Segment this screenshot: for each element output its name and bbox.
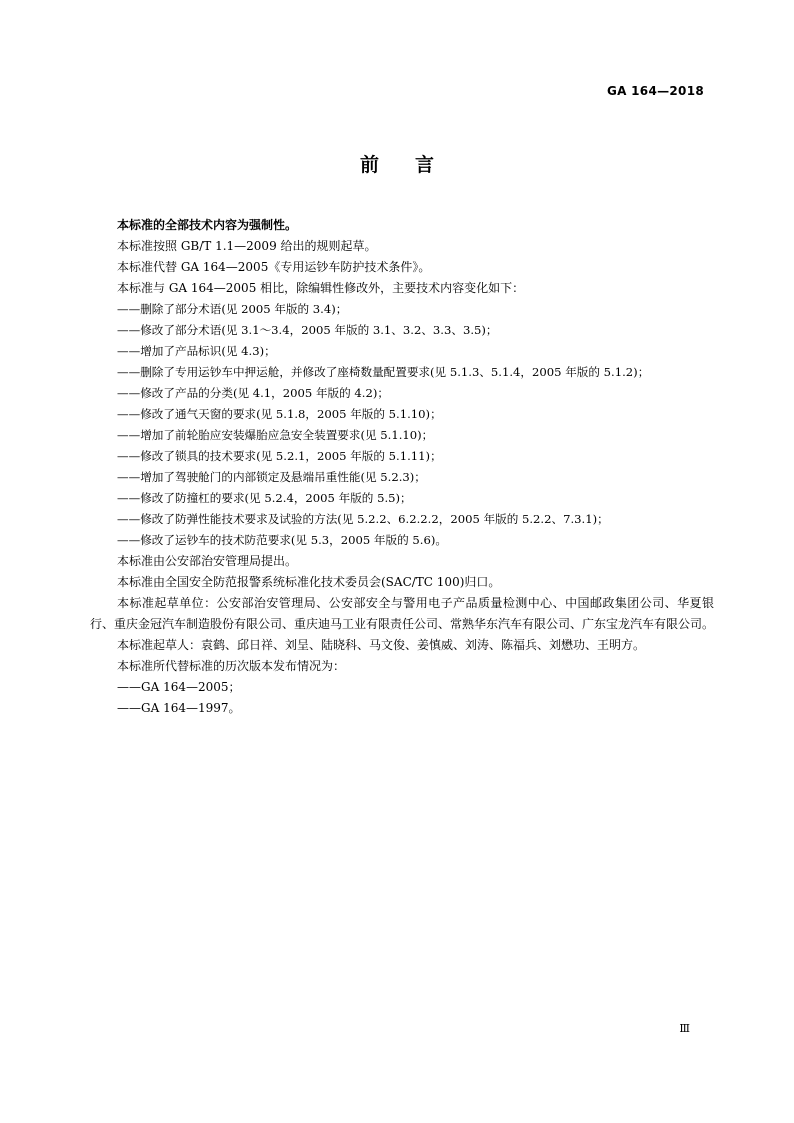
change-item: ——修改了部分术语(见 3.1～3.4，2005 年版的 3.1、3.2、3.3、3.5)；: [117, 323, 498, 337]
change-item: ——增加了产品标识(见 4.3)；: [117, 344, 276, 358]
paragraph-centralized-by: 本标准由全国安全防范报警系统标准化技术委员会(SAC/TC 100)归口。: [117, 575, 501, 589]
paragraph-drafting-rules: 本标准按照 GB/T 1.1—2009 给出的规则起草。: [117, 239, 377, 253]
page-title: 前言: [359, 154, 470, 176]
change-item: ——修改了通气天窗的要求(见 5.1.8，2005 年版的 5.1.10)；: [117, 407, 442, 421]
document-body: [90, 215, 714, 719]
page-number: Ⅲ: [679, 1022, 690, 1035]
paragraph-changes-intro: 本标准与 GA 164—2005 相比，除编辑性修改外，主要技术内容变化如下：: [117, 281, 525, 295]
paragraph-drafters: 本标准起草人：袁鹤、邱日祥、刘呈、陆晓科、马文俊、姜慎威、刘涛、陈福兵、刘懋功、王明方。: [117, 638, 646, 652]
change-item: ——修改了防弹性能技术要求及试验的方法(见 5.2.2、6.2.2.2，2005 年版的 5.2.2、7.3.1)；: [117, 512, 609, 526]
paragraph-previous-editions: 本标准所代替标准的历次版本发布情况为：: [117, 659, 346, 673]
change-item: ——增加了驾驶舱门的内部锁定及悬端吊重性能(见 5.2.3)；: [117, 470, 426, 484]
change-item: ——删除了部分术语(见 2005 年版的 3.4)；: [117, 302, 348, 316]
change-item: ——修改了锁具的技术要求(见 5.2.1，2005 年版的 5.1.11)；: [117, 449, 442, 463]
paragraph-drafting-organizations: 本标准起草单位：公安部治安管理局、公安部安全与警用电子产品质量检测中心、中国邮政集团公司、华夏银行、重庆金冠汽车制造股份有限公司、重庆迪马工业有限责任公司、常熟华东汽车有限公司、广东宝龙汽车有限公司。: [90, 596, 715, 631]
paragraph-mandatory-statement: 本标准的全部技术内容为强制性。: [117, 218, 298, 232]
paragraph-proposed-by: 本标准由公安部治安管理局提出。: [117, 554, 298, 568]
change-item: ——修改了产品的分类(见 4.1，2005 年版的 4.2)；: [117, 386, 389, 400]
change-item: ——修改了运钞车的技术防范要求(见 5.3，2005 年版的 5.6)。: [117, 533, 447, 547]
previous-edition-item: ——GA 164—1997。: [117, 701, 241, 715]
change-item: ——增加了前轮胎应安装爆胎应急安全装置要求(见 5.1.10)；: [117, 428, 434, 442]
paragraph-replaces: 本标准代替 GA 164—2005《专用运钞车防护技术条件》。: [117, 260, 431, 274]
previous-edition-item: ——GA 164—2005；: [117, 680, 241, 694]
change-item: ——删除了专用运钞车中押运舱，并修改了座椅数量配置要求(见 5.1.3、5.1.4，2005 年版的 5.1.2)；: [117, 365, 650, 379]
standard-number: GA 164—2018: [606, 84, 704, 98]
change-item: ——修改了防撞杠的要求(见 5.2.4，2005 年版的 5.5)；: [117, 491, 412, 505]
